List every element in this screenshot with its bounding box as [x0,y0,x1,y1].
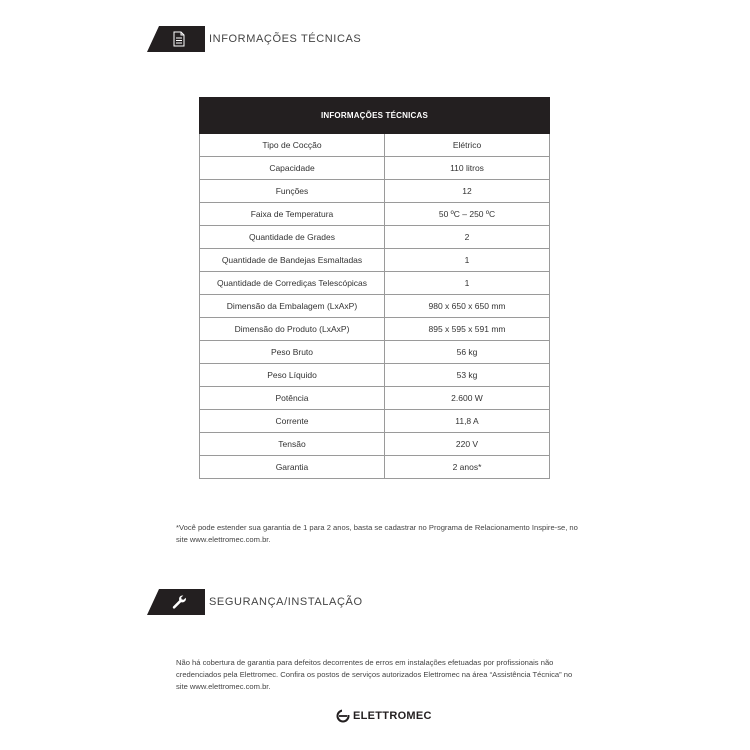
spec-value: 2.600 W [385,387,550,410]
spec-table-header-row [200,98,550,134]
wrench-icon [171,594,187,610]
spec-value: 220 V [385,433,550,456]
spec-label: Corrente [200,410,385,433]
brand-logo [336,709,432,723]
section-tab-tech [147,26,205,52]
spec-label: Peso Bruto [200,341,385,364]
spec-value: Elétrico [385,134,550,157]
spec-label: Quantidade de Grades [200,226,385,249]
spec-table [199,97,550,479]
table-row [200,249,550,272]
section-tab-safety [147,589,205,615]
installation-text: Não há cobertura de garantia para defeitos decorrentes de erros em instalações efetuadas por profissionais não credenciados pela Elettromec. Confira os postos de serviços autorizados Elettromec na área “Assistência Técnica” no site www.elettromec.com.br. [176,658,573,691]
spec-label: Peso Líquido [200,364,385,387]
spec-label: Potência [200,387,385,410]
spec-value: 2 anos* [385,456,550,479]
table-row [200,318,550,341]
table-row [200,341,550,364]
table-row [200,203,550,226]
spec-value: 110 litros [385,157,550,180]
document-icon [173,31,185,47]
table-row [200,157,550,180]
elettromec-logo-icon [336,709,350,723]
section-title-safety: SEGURANÇA/INSTALAÇÃO [209,596,363,608]
spec-value: 2 [385,226,550,249]
spec-label: Faixa de Temperatura [200,203,385,226]
spec-value: 11,8 A [385,410,550,433]
spec-label: Garantia [200,456,385,479]
section-header-safety [147,589,363,615]
table-row [200,226,550,249]
table-row [200,387,550,410]
spec-value: 895 x 595 x 591 mm [385,318,550,341]
section-header-tech [147,26,361,52]
spec-value: 56 kg [385,341,550,364]
section-title-tech: INFORMAÇÕES TÉCNICAS [209,33,362,45]
spec-label: Funções [200,180,385,203]
spec-value: 50 ºC – 250 ºC [385,203,550,226]
spec-value: 53 kg [385,364,550,387]
spec-value: 1 [385,249,550,272]
table-row [200,295,550,318]
table-row [200,433,550,456]
table-row [200,364,550,387]
brand-name: ELETTROMEC [353,710,432,722]
spec-value: 980 x 650 x 650 mm [385,295,550,318]
spec-label: Capacidade [200,157,385,180]
spec-label: Dimensão do Produto (LxAxP) [200,318,385,341]
table-row [200,134,550,157]
spec-table-header: INFORMAÇÕES TÉCNICAS [200,98,550,134]
spec-label: Tensão [200,433,385,456]
table-row [200,180,550,203]
table-row [200,456,550,479]
spec-label: Quantidade de Corrediças Telescópicas [200,272,385,295]
spec-label: Quantidade de Bandejas Esmaltadas [200,249,385,272]
spec-value: 1 [385,272,550,295]
spec-label: Dimensão da Embalagem (LxAxP) [200,295,385,318]
table-row [200,410,550,433]
spec-label: Tipo de Cocção [200,134,385,157]
table-row [200,272,550,295]
spec-value: 12 [385,180,550,203]
warranty-footnote: *Você pode estender sua garantia de 1 para 2 anos, basta se cadastrar no Programa de Relacionamento Inspire-se, no site www.elettromec.com.br. [176,523,578,544]
